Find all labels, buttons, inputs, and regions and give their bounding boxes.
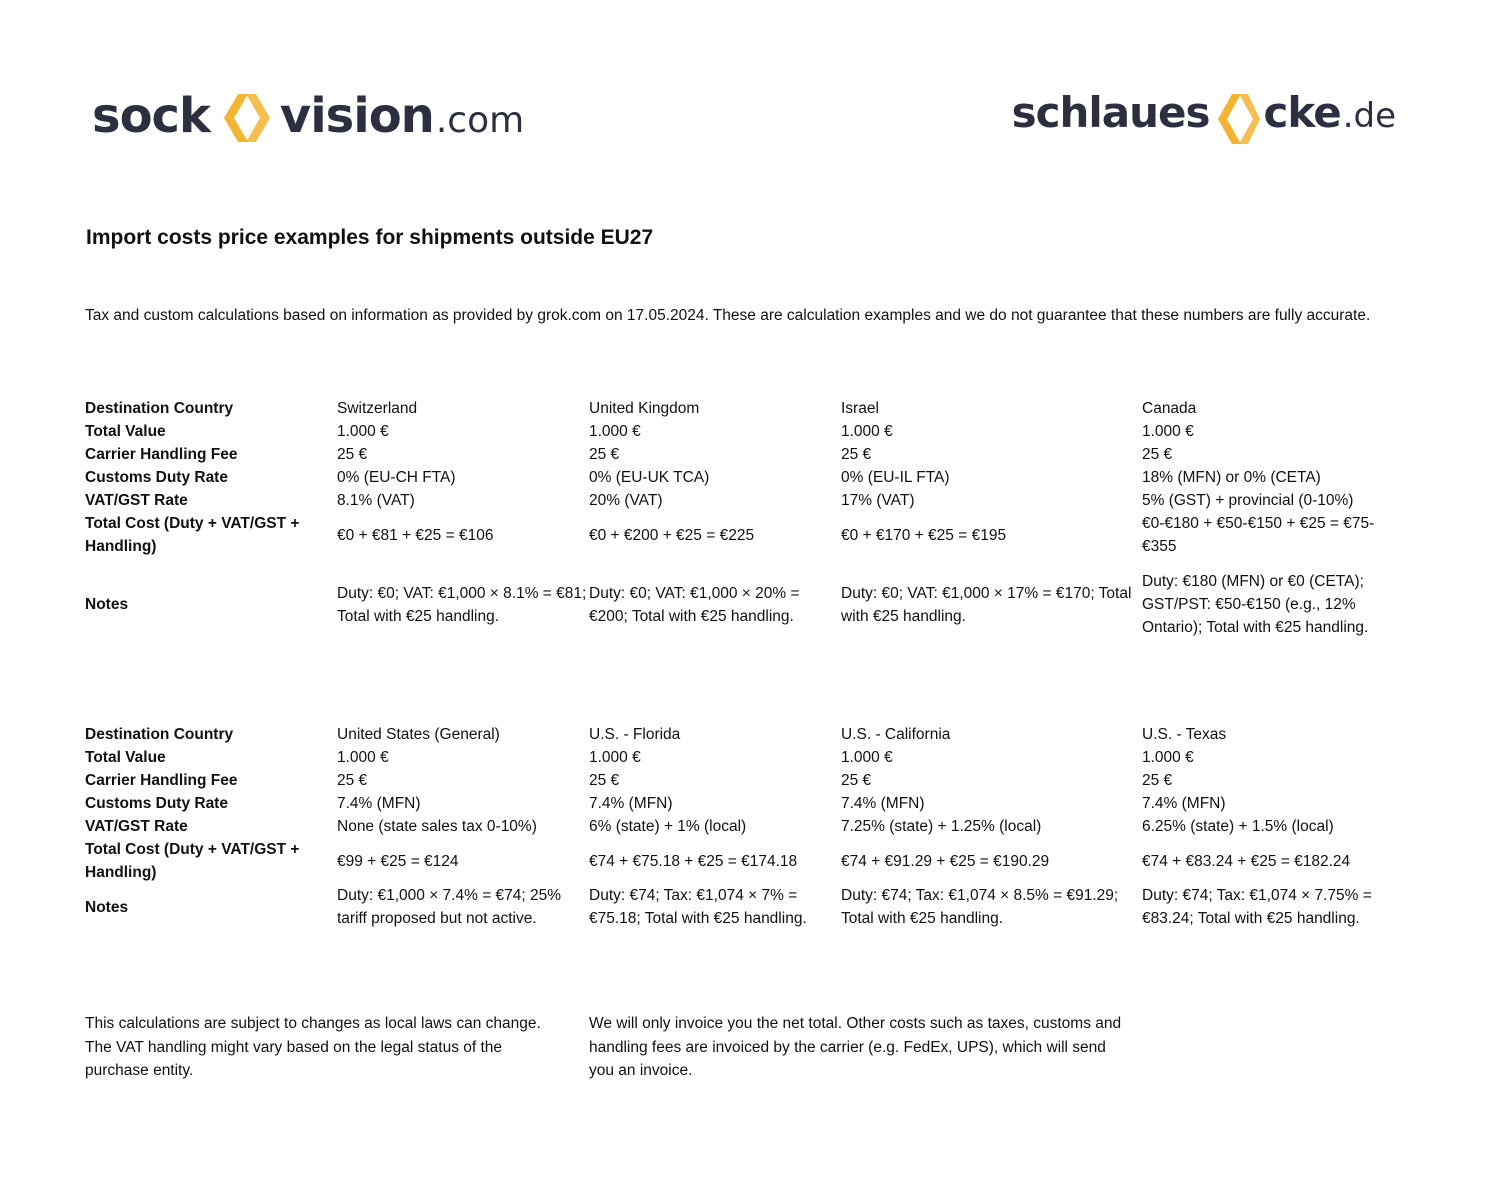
cell-total-cost: €0 + €200 + €25 = €225 [589,526,755,544]
cell-total-value: 1.000 € [1142,749,1194,766]
row-destination [85,397,1405,420]
cell-handling-fee: 25 € [589,446,620,463]
cell-vat-rate: 5% (GST) + provincial (0-10%) [1142,492,1354,509]
cell-total-value: 1.000 € [589,749,641,766]
cell-total-cost: €0-€180 + €50-€150 + €25 = €75-€355 [1142,515,1375,555]
cell-destination: U.S. - Texas [1142,726,1227,743]
cell-notes: Duty: €1,000 × 7.4% = €74; 25% tariff proposed but not active. [337,887,562,927]
import-costs-table-2 [85,723,1405,930]
cell-duty-rate: 7.4% (MFN) [1142,795,1226,812]
cell-handling-fee: 25 € [589,772,620,789]
cell-total-cost: €99 + €25 = €124 [337,852,459,870]
label-duty-rate: Customs Duty Rate [85,469,228,486]
label-notes: Notes [85,898,129,916]
cell-total-value: 1.000 € [589,423,641,440]
label-handling-fee: Carrier Handling Fee [85,446,238,463]
cell-notes: Duty: €74; Tax: €1,074 × 8.5% = €91.29; Total with €25 handling. [841,887,1119,927]
cell-destination: Switzerland [337,400,418,417]
cell-duty-rate: 0% (EU-UK TCA) [589,469,710,486]
schlauesocke-logo [1011,88,1396,146]
cell-vat-rate: 17% (VAT) [841,492,915,509]
cell-notes: Duty: €180 (MFN) or €0 (CETA); GST/PST: €50-€150 (e.g., 12% Ontario); Total with €25 handling. [1142,573,1369,636]
cell-notes: Duty: €0; VAT: €1,000 × 20% = €200; Total with €25 handling. [589,584,800,625]
cell-notes: Duty: €74; Tax: €1,074 × 7% = €75.18; Total with €25 handling. [589,887,807,927]
cell-handling-fee: 25 € [841,772,872,789]
cell-duty-rate: 0% (EU-CH FTA) [337,469,456,486]
footnote-laws-change: This calculations are subject to changes as local laws can change. The VAT handling might vary based on the legal status of the purchase entity. [85,1015,541,1079]
row-notes [85,884,1405,930]
label-handling-fee: Carrier Handling Fee [85,772,238,789]
label-destination: Destination Country [85,400,234,417]
cell-destination: U.S. - Florida [589,726,681,743]
cell-total-cost: €0 + €170 + €25 = €195 [841,526,1007,544]
row-destination [85,723,1405,746]
cell-vat-rate: 6% (state) + 1% (local) [589,818,747,835]
cell-notes: Duty: €74; Tax: €1,074 × 7.75% = €83.24; Total with €25 handling. [1142,887,1372,927]
row-total-cost [85,838,1405,884]
cell-handling-fee: 25 € [841,446,872,463]
label-total-cost: Total Cost (Duty + VAT/GST + Handling) [85,515,300,555]
footnote-invoice: We will only invoice you the net total. Other costs such as taxes, customs and handling fees are invoiced by the carrier (e.g. FedEx, UPS), which will send you an invoice. [589,1015,1122,1079]
cell-destination: United States (General) [337,726,500,743]
cell-vat-rate: 7.25% (state) + 1.25% (local) [841,818,1042,835]
sockvision-logo [92,88,525,144]
cell-duty-rate: 7.4% (MFN) [337,795,421,812]
cell-notes: Duty: €0; VAT: €1,000 × 17% = €170; Total with €25 handling. [841,584,1132,625]
logo-word-sock: sock [92,88,210,144]
cell-handling-fee: 25 € [1142,772,1173,789]
cell-destination: Israel [841,400,879,417]
row-duty-rate [85,466,1405,489]
cell-total-value: 1.000 € [841,423,893,440]
sock-brackets-icon [216,92,274,144]
cell-total-cost: €74 + €75.18 + €25 = €174.18 [589,852,798,870]
row-total-cost [85,512,1405,558]
cell-destination: United Kingdom [589,400,700,417]
label-total-value: Total Value [85,423,166,440]
row-vat-rate [85,489,1405,512]
row-total-value [85,420,1405,443]
cell-vat-rate: 8.1% (VAT) [337,492,415,509]
cell-vat-rate: 6.25% (state) + 1.5% (local) [1142,818,1334,835]
cell-duty-rate: 7.4% (MFN) [841,795,925,812]
cell-handling-fee: 25 € [337,446,368,463]
cell-total-value: 1.000 € [1142,423,1194,440]
cell-duty-rate: 7.4% (MFN) [589,795,673,812]
cell-vat-rate: 20% (VAT) [589,492,663,509]
sock-brackets-icon [1212,92,1262,146]
label-notes: Notes [85,596,129,613]
cell-total-value: 1.000 € [337,423,389,440]
cell-total-cost: €74 + €83.24 + €25 = €182.24 [1142,852,1351,870]
cell-total-cost: €74 + €91.29 + €25 = €190.29 [841,852,1050,870]
logo-word-cke: cke [1263,88,1341,137]
logo-word-schlaues: schlaues [1011,88,1210,137]
intro-paragraph: Tax and custom calculations based on information as provided by grok.com on 17.05.2024. These are calculation examples and we do not guarantee that these numbers are fully accurate. [85,307,1371,324]
cell-vat-rate: None (state sales tax 0-10%) [337,818,537,835]
logo-tld-com: .com [435,100,525,141]
cell-handling-fee: 25 € [1142,446,1173,463]
cell-total-cost: €0 + €81 + €25 = €106 [337,526,494,544]
row-total-value [85,746,1405,769]
cell-handling-fee: 25 € [337,772,368,789]
row-notes [85,558,1405,639]
row-duty-rate [85,792,1405,815]
page-title: Import costs price examples for shipments outside EU27 [86,226,654,249]
cell-duty-rate: 18% (MFN) or 0% (CETA) [1142,469,1321,486]
label-vat-rate: VAT/GST Rate [85,818,188,835]
import-costs-table-1 [85,397,1405,639]
cell-duty-rate: 0% (EU-IL FTA) [841,469,950,486]
row-handling-fee [85,769,1405,792]
cell-destination: Canada [1142,400,1197,417]
row-handling-fee [85,443,1405,466]
label-duty-rate: Customs Duty Rate [85,795,228,812]
label-total-cost: Total Cost (Duty + VAT/GST + Handling) [85,841,300,881]
label-vat-rate: VAT/GST Rate [85,492,188,509]
label-total-value: Total Value [85,749,166,766]
logo-tld-de: .de [1342,96,1396,136]
cell-notes: Duty: €0; VAT: €1,000 × 8.1% = €81; Total with €25 handling. [337,584,587,625]
cell-destination: U.S. - California [841,726,951,743]
row-vat-rate [85,815,1405,838]
cell-total-value: 1.000 € [841,749,893,766]
label-destination: Destination Country [85,726,234,743]
logo-word-vision: vision [279,88,434,144]
cell-total-value: 1.000 € [337,749,389,766]
